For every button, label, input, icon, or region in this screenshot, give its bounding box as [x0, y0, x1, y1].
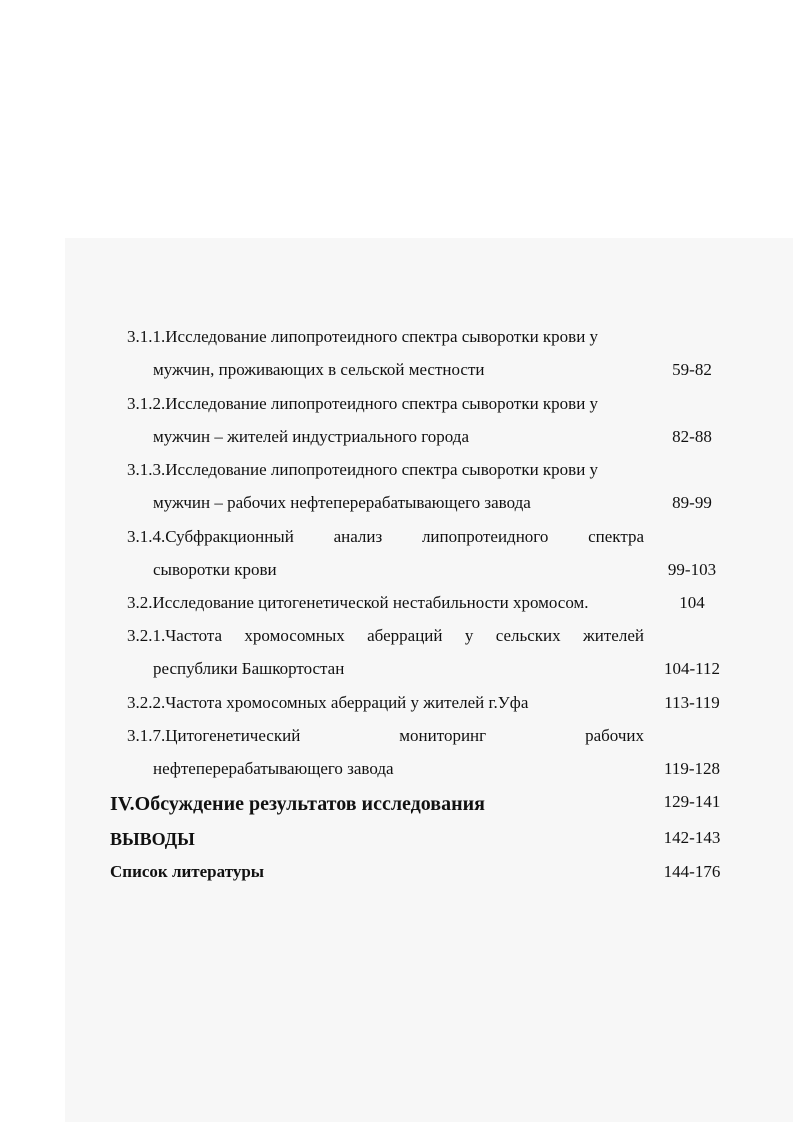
toc-entry-3-2-2-line1: 3.2.2.Частота хромосомных аберраций у жителей г.Уфа	[127, 693, 529, 712]
toc-entry-3-1-4-line2: сыворотки крови	[153, 560, 277, 579]
toc-entry-3-1-1-line2: мужчин, проживающих в сельской местности	[153, 360, 485, 379]
toc-entry-3-1-7-line1	[127, 726, 644, 746]
toc-entry-3-2-pages: 104	[679, 593, 705, 612]
toc-entry-3-1-2-line2: мужчин – жителей индустриального города	[153, 427, 470, 446]
toc-entry-3-2-1-line2: республики Башкортостан	[153, 659, 345, 678]
toc-entry-3-1-4-pages: 99-103	[667, 560, 717, 579]
toc-entry-3-1-2-line1: 3.1.2.Исследование липопротеидного спектра сыворотки крови у	[127, 394, 599, 413]
toc-entry-3-1-3-pages: 89-99	[672, 493, 712, 512]
toc-references-pages: 144-176	[663, 862, 721, 881]
toc-entry-3-1-3-line2: мужчин – рабочих нефтеперерабатывающего завода	[153, 493, 531, 512]
toc-references-title: Список литературы	[110, 862, 265, 881]
toc-entry-3-1-7-pages: 119-128	[663, 759, 721, 778]
toc-word: мониторинг	[399, 726, 487, 745]
toc-entry-3-1-4-line1	[127, 527, 644, 547]
toc-word: хромосомных	[244, 626, 345, 645]
toc-entry-3-2-line1: 3.2.Исследование цитогенетической нестабильности хромосом.	[127, 593, 589, 612]
toc-entry-3-2-2-pages: 113-119	[664, 693, 720, 712]
toc-word: 3.2.1.Частота	[127, 626, 223, 645]
toc-word: жителей	[583, 626, 644, 645]
toc-chapter-iv-pages: 129-141	[663, 792, 721, 811]
toc-word: анализ	[333, 527, 383, 546]
toc-word: рабочих	[585, 726, 644, 745]
toc-entry-3-1-7-line2: нефтеперерабатывающего завода	[153, 759, 394, 778]
toc-word: аберраций	[367, 626, 443, 645]
toc-entry-3-1-1-pages: 59-82	[672, 360, 712, 379]
toc-entry-3-1-1-line1: 3.1.1.Исследование липопротеидного спектра сыворотки крови у	[127, 327, 599, 346]
toc-word: сельских	[495, 626, 561, 645]
toc-conclusions-title: ВЫВОДЫ	[110, 829, 195, 849]
toc-entry-3-1-2-pages: 82-88	[672, 427, 712, 446]
toc-entry-3-2-1-line1	[127, 626, 644, 646]
toc-entry-3-2-1-pages: 104-112	[663, 659, 721, 678]
toc-word: 3.1.4.Субфракционный	[127, 527, 294, 546]
toc-word: спектра	[588, 527, 644, 546]
toc-chapter-iv-title: IV.Обсуждение результатов исследования	[110, 793, 485, 815]
toc-entry-3-1-3-line1: 3.1.3.Исследование липопротеидного спектра сыворотки крови у	[127, 460, 599, 479]
toc-word: у	[464, 626, 474, 645]
toc-conclusions-pages: 142-143	[663, 828, 721, 847]
toc-word: 3.1.7.Цитогенетический	[127, 726, 301, 745]
toc-word: липопротеидного	[421, 527, 549, 546]
